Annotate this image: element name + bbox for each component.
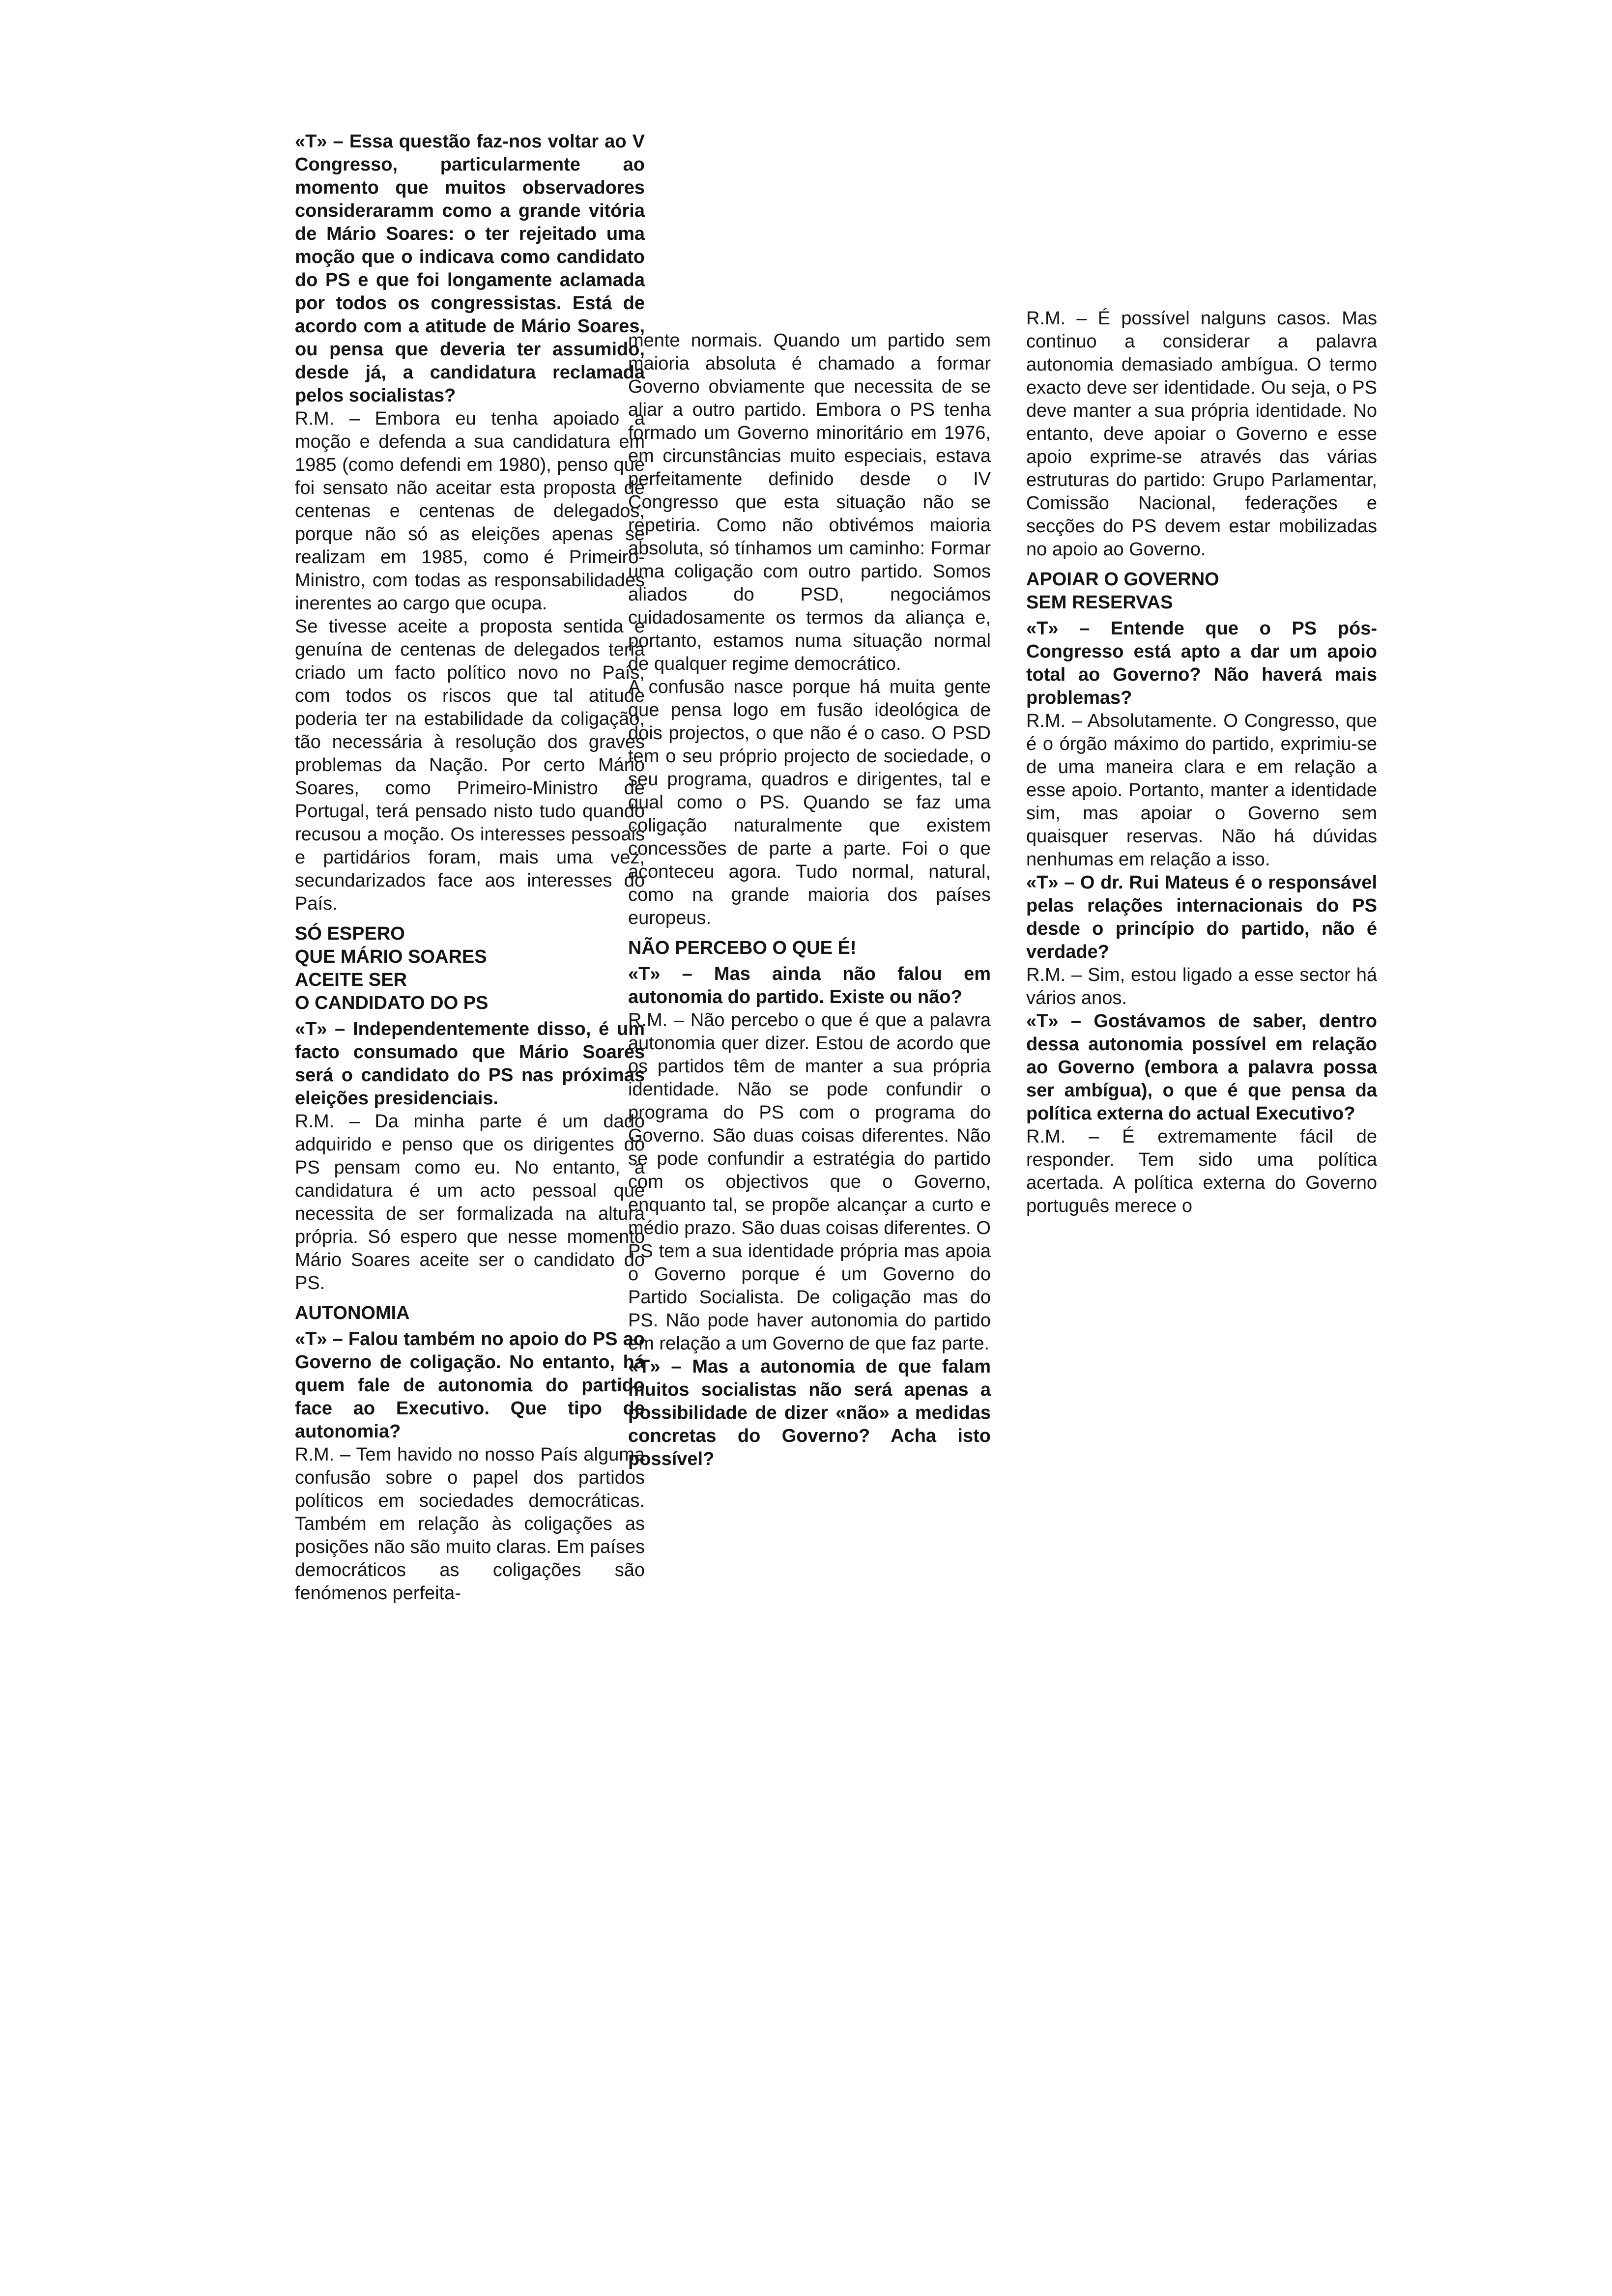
text-column-1 <box>295 130 645 1605</box>
section-heading: APOIAR O GOVERNO SEM RESERVAS <box>1026 569 1219 613</box>
interview-answer: R.M. – Embora eu tenha apoiado a moção e defenda a sua candidatura em 1985 (como defendi em 1980), penso que foi sensato não aceitar esta proposta de centenas e centenas de delegados, porque não só as eleições apenas se realizam em 1985, como é Primeiro-Ministro, com todas as responsabilidades inerentes ao cargo que ocupa. <box>295 408 645 614</box>
interview-answer: R.M. – Sim, estou ligado a esse sector há vários anos. <box>1026 965 1377 1008</box>
interview-answer: R.M. – Não percebo o que é que a palavra autonomia quer dizer. Estou de acordo que os partidos têm de manter a sua própria identidade. Não se pode confundir o programa do PS com o programa do Governo. São duas coisas diferentes. Não se pode confundir a estratégia do partido com os objectivos que o Governo, enquanto tal, se propõe alcançar a curto e médio prazo. São duas coisas diferentes. O PS tem a sua identidade própria mas apoia o Governo porque é um Governo do Partido Socialista. De coligação mas do PS. Não pode haver autonomia do partido em relação a um Governo de que faz parte. <box>628 1010 991 1354</box>
text-column-3 <box>1026 307 1377 1218</box>
interview-question: «T» – Mas a autonomia de que falam muitos socialistas não será apenas a possibilidade de dizer «não» a medidas concretas do Governo? Acha isto possível? <box>628 1356 991 1469</box>
interview-question: «T» – Gostávamos de saber, dentro dessa autonomia possível em relação ao Governo (embora a palavra possa ser ambígua), o que é que pensa da política externa do actual Executivo? <box>1026 1011 1377 1124</box>
interview-answer: R.M. – É extremamente fácil de responder. Tem sido uma política acertada. A política externa do Governo português merece o <box>1026 1126 1377 1216</box>
interview-answer-paragraph: A confusão nasce porque há muita gente que pensa logo em fusão ideológica de dois projectos, o que não é o caso. O PSD tem o seu próprio projecto de sociedade, o seu programa, quadros e dirigentes, tal e qual como o PS. Quando se faz uma coligação naturalmente que existem concessões de parte a parte. Foi o que aconteceu agora. Tudo normal, natural, como na grande maioria dos países europeus. <box>628 677 991 928</box>
interview-question: «T» – Independentemente disso, é um facto consumado que Mário Soares será o candidato do PS nas próximas eleições presidenciais. <box>295 1019 645 1109</box>
interview-answer-continued: mente normais. Quando um partido sem maioria absoluta é chamado a formar Governo obviamente que necessita de se aliar a outro partido. Embora o PS tenha formado um Governo minoritário em 1976, em circunstâncias muito especiais, estava perfeitamente definido desde o IV Congresso que esta situação não se repetiria. Como não obtivémos maioria absoluta, só tínhamos um caminho: Formar uma coligação com outro partido. Somos aliados do PSD, negociámos cuidadosamente os termos da aliança e, portanto, estamos numa situação normal de qualquer regime democrático. <box>628 330 991 674</box>
text-column-2 <box>628 329 991 1471</box>
interview-question: «T» – O dr. Rui Mateus é o responsável pelas relações internacionais do PS desde o princípio do partido, não é verdade? <box>1026 872 1377 962</box>
section-heading: NÃO PERCEBO O QUE É! <box>628 938 857 958</box>
section-heading: SÓ ESPERO QUE MÁRIO SOARES ACEITE SER O CANDIDATO DO PS <box>295 923 489 1013</box>
interview-answer-paragraph: Se tivesse aceite a proposta sentida e genuína de centenas de delegados teria criado um facto político novo no País, com todos os riscos que tal atitude poderia ter na estabilidade da coligação, tão necessária à resolução dos graves problemas da Nação. Por certo Mário Soares, como Primeiro-Ministro de Portugal, terá pensado nisto tudo quando recusou a moção. Os interesses pessoais e partidários foram, mais uma vez, secundarizados face aos interesses do País. <box>295 616 645 914</box>
interview-answer: R.M. – Absolutamente. O Congresso, que é o órgão máximo do partido, exprimiu-se de uma maneira clara e em relação a esse apoio. Portanto, manter a identidade sim, mas apoiar o Governo sem quaisquer reservas. Não há dúvidas nenhumas em relação a isso. <box>1026 711 1377 870</box>
interview-answer: R.M. – É possível nalguns casos. Mas continuo a considerar a palavra autonomia demasiado ambígua. O termo exacto deve ser identidade. Ou seja, o PS deve manter a sua própria identidade. No entanto, deve apoiar o Governo e esse apoio exprime-se através das várias estruturas do partido: Grupo Parlamentar, Comissão Nacional, federações e secções do PS devem estar mobilizadas no apoio ao Governo. <box>1026 308 1377 560</box>
interview-answer: R.M. – Tem havido no nosso País alguma confusão sobre o papel dos partidos políticos em sociedades democráticas. Também em relação às coligações as posições não são muito claras. Em países democráticos as coligações são fenómenos perfeita- <box>295 1444 645 1604</box>
interview-question: «T» – Essa questão faz-nos voltar ao V Congresso, particularmente ao momento que muitos observadores consideraramm como a grande vitória de Mário Soares: o ter rejeitado uma moção que o indicava como candidato do PS e que foi longamente aclamada por todos os congressistas. Está de acordo com a atitude de Mário Soares, ou pensa que deveria ter assumido, desde já, a candidatura reclamada pelos socialistas? <box>295 131 645 406</box>
section-heading: AUTONOMIA <box>295 1303 410 1323</box>
interview-question: «T» – Mas ainda não falou em autonomia do partido. Existe ou não? <box>628 964 991 1007</box>
interview-question: «T» – Falou também no apoio do PS ao Governo de coligação. No entanto, há quem fale de autonomia do partido face ao Executivo. Que tipo de autonomia? <box>295 1329 645 1442</box>
interview-question: «T» – Entende que o PS pós-Congresso está apto a dar um apoio total ao Governo? Não haverá mais problemas? <box>1026 618 1377 708</box>
interview-answer: R.M. – Da minha parte é um dado adquirido e penso que os dirigentes do PS pensam como eu. No entanto, a candidatura é um acto pessoal que necessita de ser formalizada na altura própria. Só espero que nesse momento Mário Soares aceite ser o candidato do PS. <box>295 1111 645 1293</box>
